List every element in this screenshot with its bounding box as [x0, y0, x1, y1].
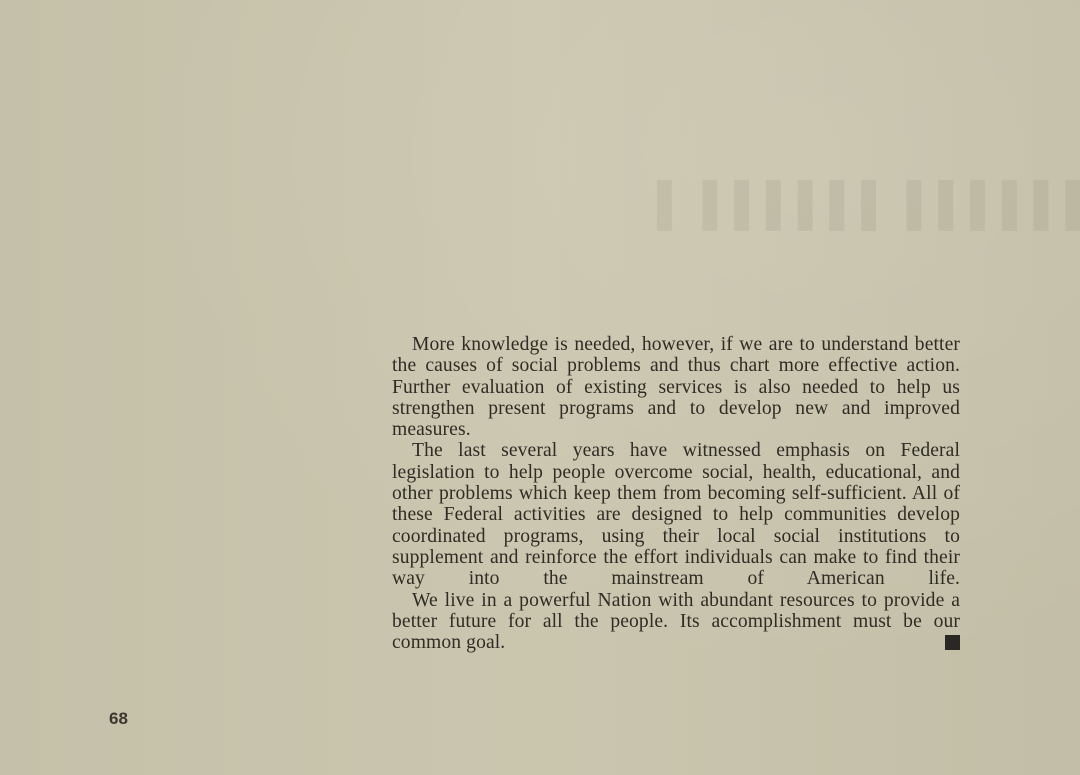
end-of-article-square-icon — [945, 635, 960, 650]
body-text — [392, 334, 960, 653]
paragraph-legislation: The last several years have witnessed emphasis on Federal legislation to help people overcome social, health, educational, and other problems which keep them from becoming self-sufficient. All of these Federal activities are designed to help communities develop coordinated programs, using their local social institutions to supplement and reinforce the effort individuals can make to find their way into the mainstream of American life. — [392, 440, 960, 590]
page-number: 68 — [109, 709, 128, 728]
show-through-decoration: ▌▌▌▌▌▌ ▌▌▌▌▌▌ ▌ — [640, 180, 1080, 227]
paragraph-knowledge: More knowledge is needed, however, if we are to understand better the causes of social problems and thus chart more effective action. Further evaluation of existing services is also needed to help us strengthen present programs and to develop new and improved measures. — [392, 334, 960, 441]
paragraph-goal — [392, 590, 960, 654]
paragraph-goal-text: We live in a powerful Nation with abundant resources to provide a better future for all the people. Its accomplishment must be our common goal. — [392, 589, 960, 654]
